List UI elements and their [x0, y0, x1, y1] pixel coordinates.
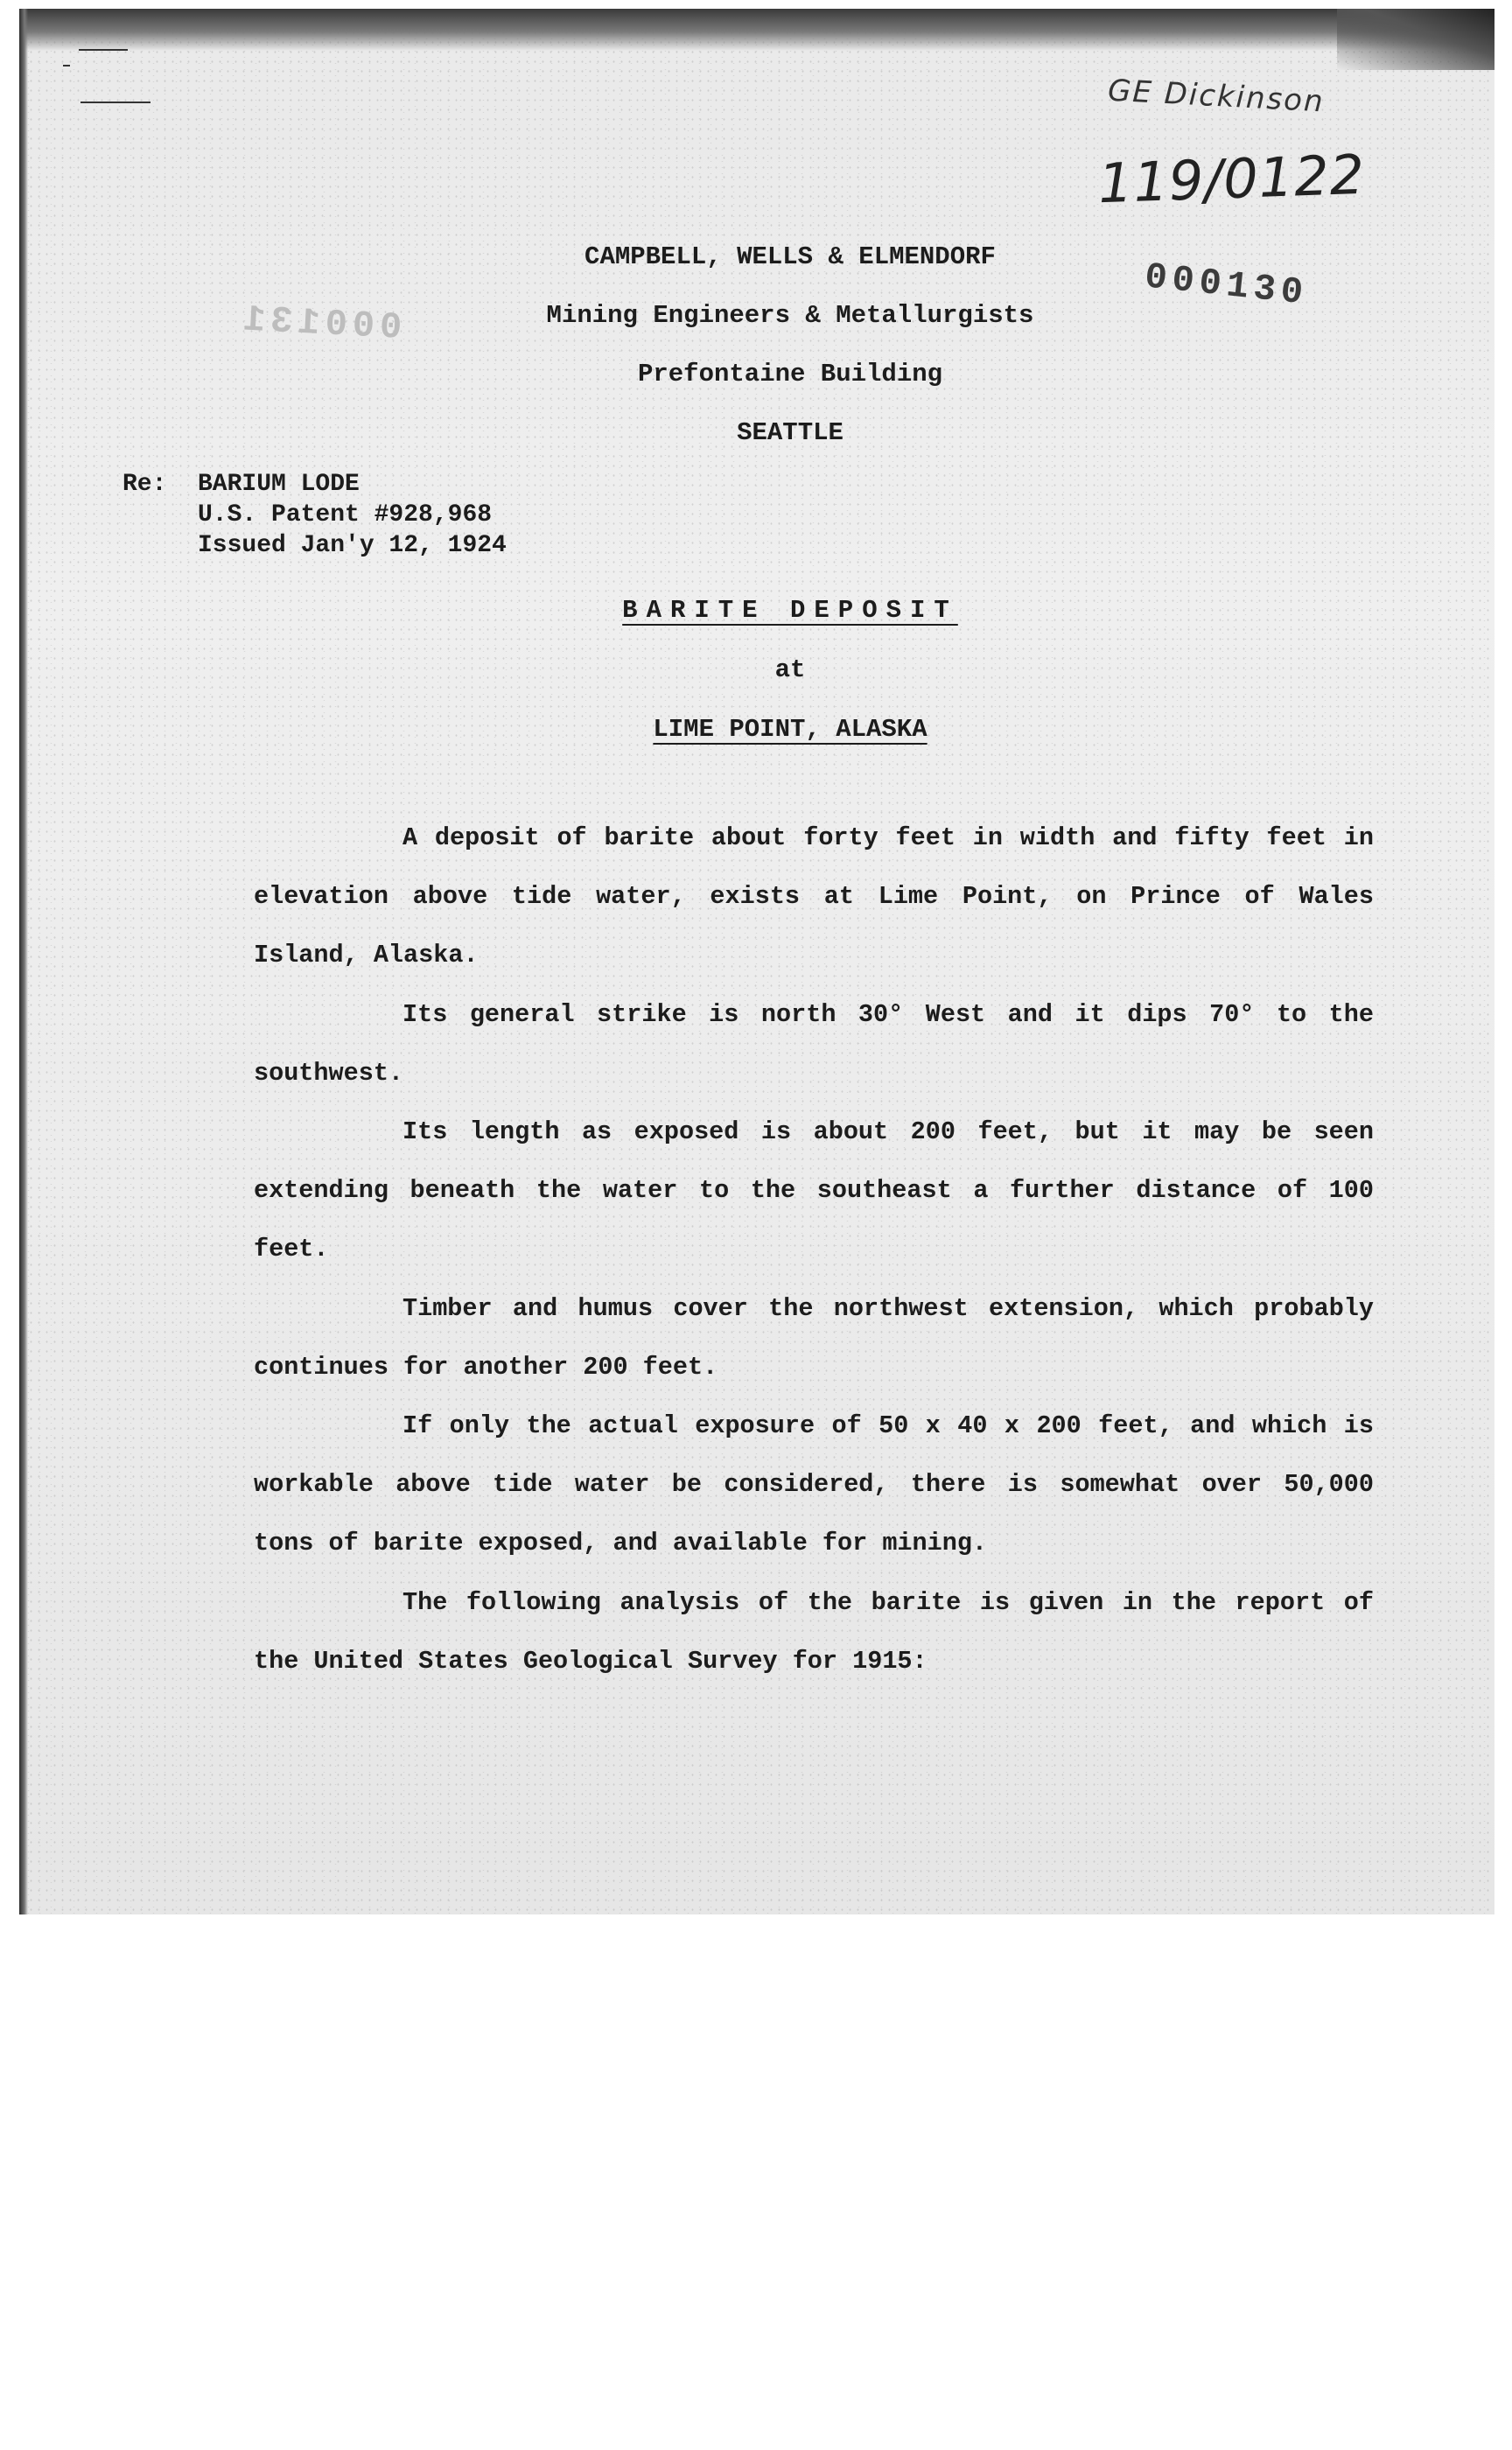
reference-line: BARIUM LODE	[198, 471, 360, 498]
title-connector: at	[774, 655, 806, 684]
page-number-stamp: 000130	[1143, 256, 1311, 315]
reference-label: Re:	[122, 471, 167, 498]
corner-dash	[80, 102, 150, 103]
paragraph: A deposit of barite about forty feet in width and fifty feet in elevation above tide water, exists at Lime Point, on Prince of Wales Island, Alaska.	[254, 823, 1374, 970]
firm-building: Prefontaine Building	[637, 360, 943, 388]
handwritten-name: GE Dickinson	[1107, 73, 1326, 120]
blank-area	[0, 1938, 1512, 2450]
title-location: LIME POINT, ALASKA	[653, 715, 928, 744]
document-title	[0, 581, 1512, 760]
firm-profession: Mining Engineers & Metallurgists	[546, 301, 1034, 330]
scan-top-shadow	[19, 9, 1494, 51]
paragraph: Timber and humus cover the northwest extension, which probably continues for another 200 feet.	[254, 1293, 1374, 1382]
corner-dash	[79, 49, 128, 51]
corner-dash	[63, 65, 70, 66]
title-main: BARITE DEPOSIT	[622, 596, 958, 625]
paragraph: The following analysis of the barite is given in the report of the United States Geological Survey for 1915:	[254, 1587, 1374, 1676]
paragraph: Its general strike is north 30° West and it dips 70° to the southwest.	[254, 999, 1374, 1088]
letterhead	[0, 228, 1512, 462]
reference-lines	[198, 469, 507, 561]
corner-marks	[54, 42, 177, 121]
firm-city: SEATTLE	[737, 418, 844, 447]
handwritten-file-number: 119/0122	[1096, 142, 1367, 216]
body-text	[254, 808, 1374, 1690]
scan-corner-shadow	[1337, 9, 1494, 70]
reference-line: U.S. Patent #928,968	[198, 501, 493, 528]
paragraph: Its length as exposed is about 200 feet, but it may be seen extending beneath the water to the southeast a further distance of 100 feet.	[254, 1117, 1374, 1264]
paragraph: If only the actual exposure of 50 x 40 x 200 feet, and which is workable above tide water be considered, there is somewhat over 50,000 tons of barite exposed, and available for mining.	[254, 1411, 1374, 1558]
bleed-through-stamp: 000131	[236, 298, 403, 349]
reference-line: Issued Jan'y 12, 1924	[198, 532, 507, 559]
firm-name: CAMPBELL, WELLS & ELMENDORF	[584, 242, 996, 271]
